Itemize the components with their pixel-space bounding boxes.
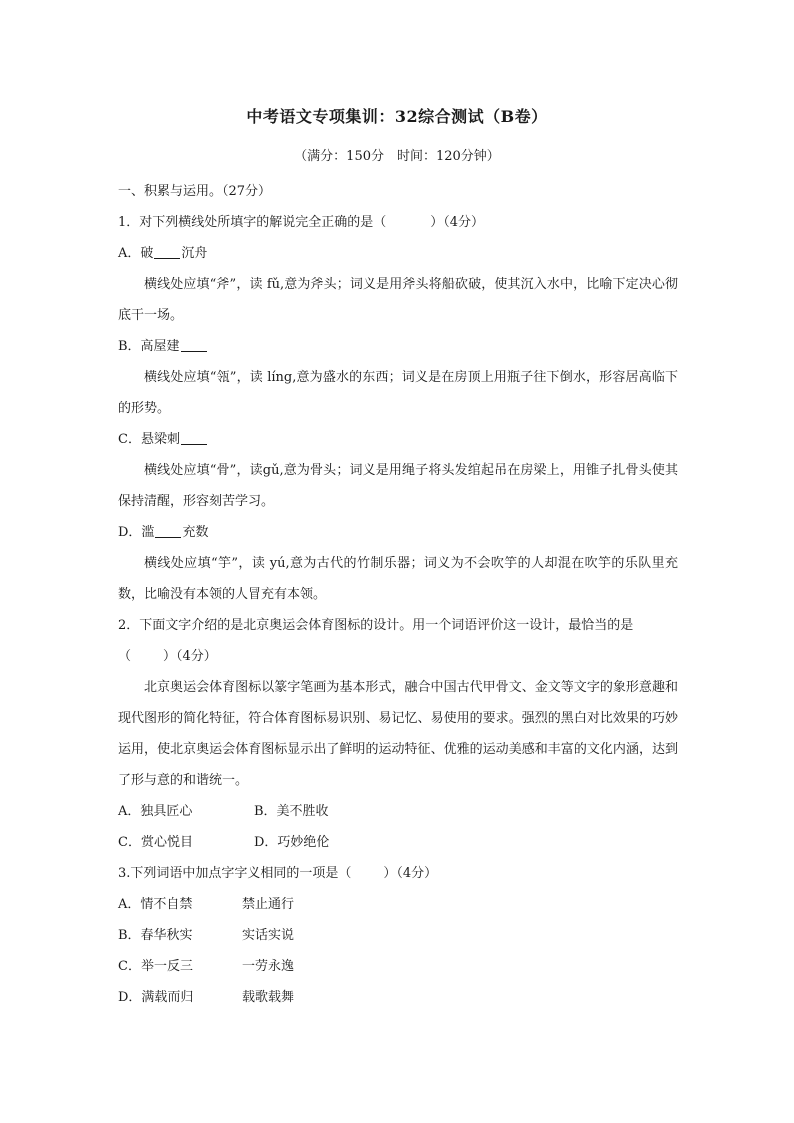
option-a-description: 横线处应填“斧”，读 fǔ,意为斧头；词义是用斧头将船砍破，使其沉入水中，比喻下定决心彻底干一场。 [118, 277, 678, 323]
option-d-label: D．滥 [118, 525, 155, 540]
option-c-description: 横线处应填“骨”，读gǔ,意为骨头；词义是用绳子将头发绾起吊在房梁上，用锥子扎骨头使其保持清醒，形容刻苦学习。 [118, 463, 678, 509]
word-left: C．举一反三 [118, 959, 193, 974]
fill-blank [155, 523, 181, 538]
option-c-label: C．悬梁刺 [118, 432, 180, 447]
page-subtitle: （满分：150分 时间：120分钟） [294, 149, 500, 164]
word-right: 载歌载舞 [242, 990, 295, 1005]
question-2-passage: 北京奥运会体育图标以篆字笔画为基本形式，融合中国古代甲骨文、金文等文字的象形意趣和现代图形的简化特征，符合体育图标易识别、易记忆、易使用的要求。强烈的黑白对比效果的巧妙运用，使北京奥运会体育图标显示出了鲜明的运动特征、优雅的运动美感和丰富的文化内涵，达到了形与意的和谐统一。 [118, 680, 678, 788]
option-a-label: A．破 [118, 246, 154, 261]
word-right: 禁止通行 [242, 897, 295, 912]
option-d-suffix: 充数 [182, 525, 209, 540]
word-right: 一劳永逸 [242, 959, 295, 974]
question-1-stem [118, 207, 678, 238]
question-3-stem-text: 3.下列词语中加点字字义相同的一项是（ [118, 866, 352, 881]
question-3-option-c [118, 951, 678, 982]
question-3-stem [118, 858, 678, 889]
option-a-suffix: 沉舟 [181, 246, 208, 261]
question-2-paren-open: （ [118, 649, 132, 664]
word-left: A．情不自禁 [118, 897, 193, 912]
option-a [118, 238, 678, 269]
option-b-description: 横线处应填“瓴”，读 líng,意为盛水的东西；词义是在房顶上用瓶子往下倒水，形容居高临下的形势。 [118, 370, 678, 416]
option-b [118, 331, 678, 362]
question-2-stem-line2 [118, 641, 678, 672]
option-d: D．巧妙绝伦 [254, 835, 330, 850]
word-left: B．春华秋实 [118, 928, 193, 943]
page-title: 中考语文专项集训：32综合测试（B卷） [246, 107, 548, 126]
question-3-option-a [118, 889, 678, 920]
question-2-score: ）（4分） [163, 649, 217, 664]
fill-blank [154, 244, 180, 259]
question-3-option-d [118, 982, 678, 1013]
document-body [118, 176, 678, 1013]
question-2-options-row-2 [118, 827, 678, 858]
option-b: B．美不胜收 [254, 804, 329, 819]
question-1-stem-text: 1．对下列横线处所填字的解说完全正确的是（ [118, 215, 387, 230]
option-d [118, 517, 678, 548]
question-3-score: ）（4分） [383, 866, 438, 881]
option-a: A．独具匠心 [118, 804, 193, 819]
option-c: C．赏心悦目 [118, 835, 193, 850]
section-heading: 一、积累与运用。（27分） [118, 184, 272, 199]
word-right: 实话实说 [242, 928, 295, 943]
question-2-options-row-1 [118, 796, 678, 827]
option-b-label: B．高屋建 [118, 339, 180, 354]
question-3-option-b [118, 920, 678, 951]
question-1-score: ）（4分） [430, 215, 485, 230]
question-2-stem: 2．下面文字介绍的是北京奥运会体育图标的设计。用一个词语评价这一设计，最恰当的是 [118, 618, 634, 633]
word-left: D．满载而归 [118, 990, 194, 1005]
option-c [118, 424, 678, 455]
fill-blank [181, 430, 207, 445]
fill-blank [181, 337, 207, 352]
option-d-description: 横线处应填“竽”，读 yú,意为古代的竹制乐器；词义为不会吹竽的人却混在吹竽的乐队里充数，比喻没有本领的人冒充有本领。 [118, 556, 678, 602]
